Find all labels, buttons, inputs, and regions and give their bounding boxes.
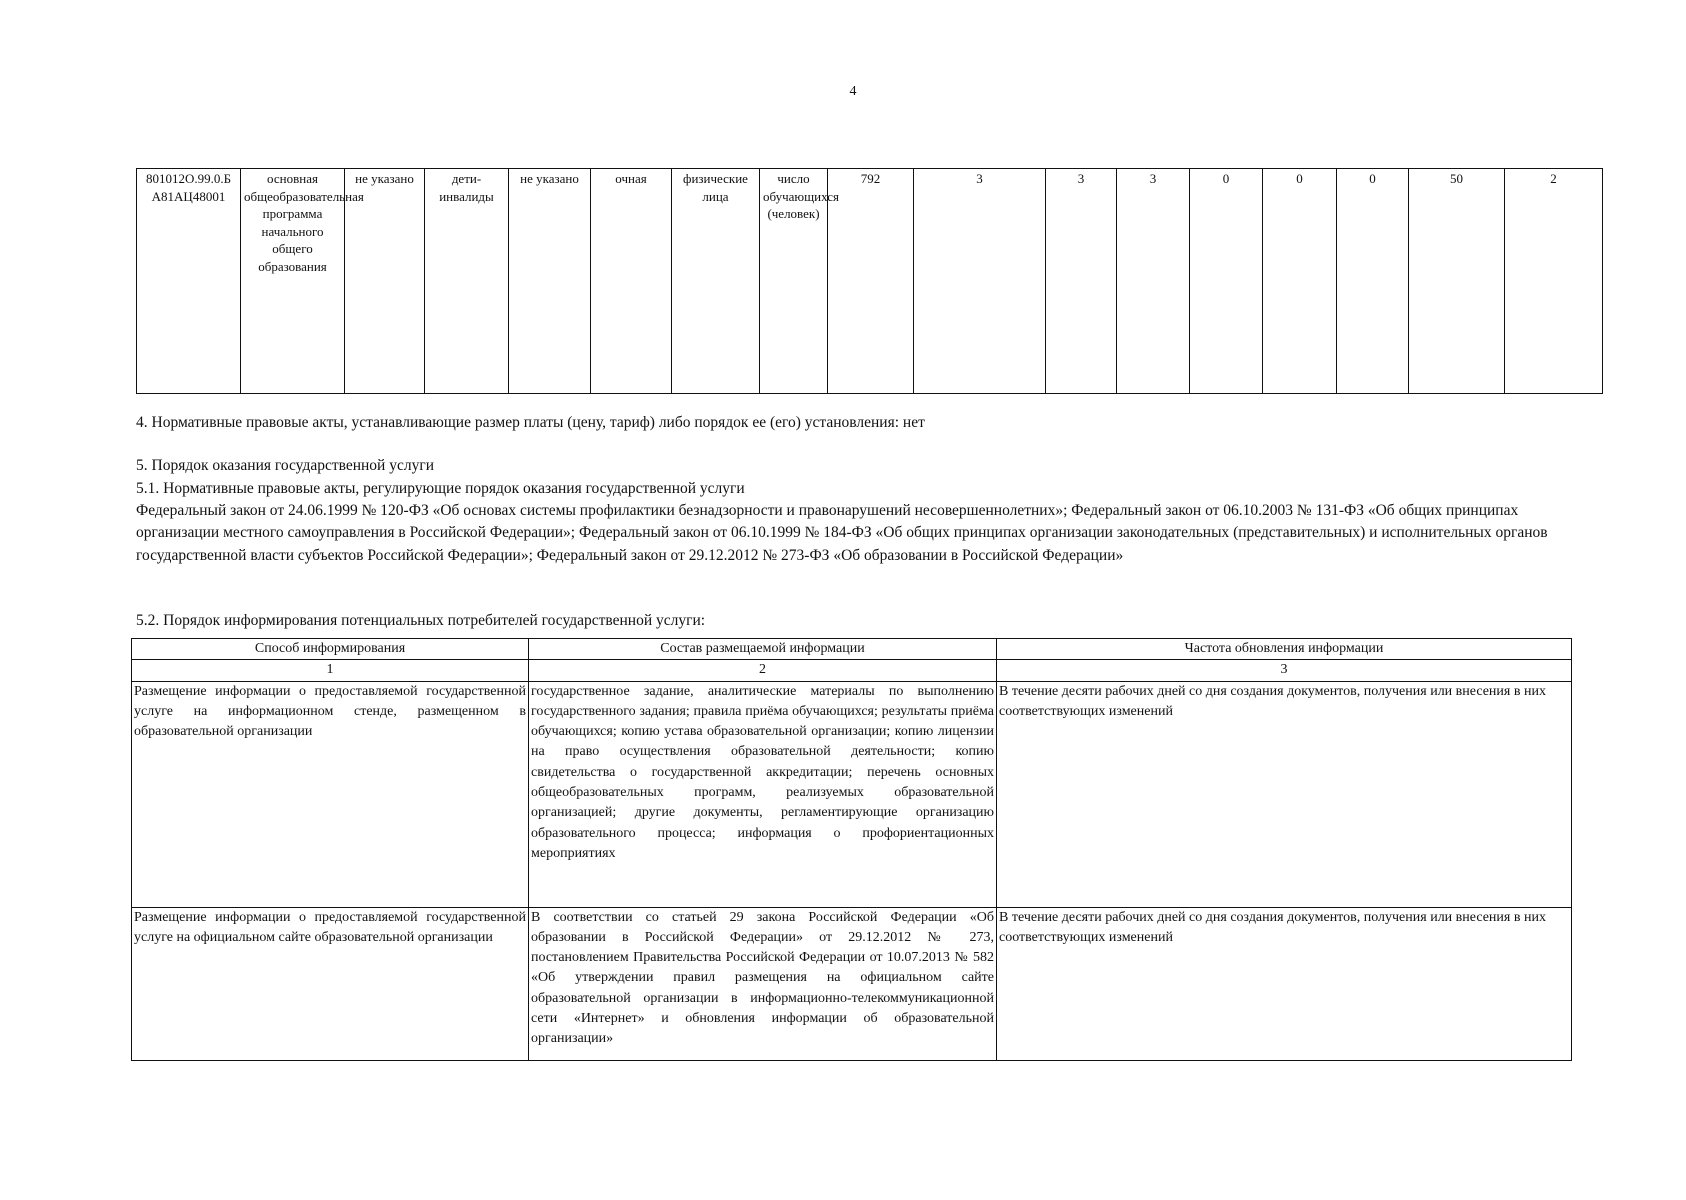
section-5-1-text: Федеральный закон от 24.06.1999 № 120-ФЗ «Об основах системы профилактики безнадзорности и правонарушений несовершеннолетних»; Федеральный закон от 06.10.2003 № 131-ФЗ «Об общих принципах организации местного самоуправления в Российской Федерации»; Федеральный закон от 06.10.1999 № 184-ФЗ «Об общих принципах организации законодательных (представительных) и исполнительных органов государственной власти субъектов Российской Федерации»; Федеральный закон от 29.12.2012 № 273-ФЗ «Об образовании в Российской Федерации» (136, 502, 1548, 564)
table-cell: не указано (345, 169, 425, 394)
column-header: Способ информирования (132, 639, 529, 660)
value-cell: 3 (1117, 169, 1190, 394)
table-cell: очная (591, 169, 672, 394)
value-cell: 50 (1409, 169, 1505, 394)
frequency-cell: В течение десяти рабочих дней со дня создания документов, получения или внесения в них соответствующих изменений (997, 681, 1572, 907)
table-header-row (132, 639, 1572, 660)
column-number: 2 (529, 660, 997, 681)
program-cell: основная общеобразовательная программа начального общего образования (241, 169, 345, 394)
column-number-row (132, 660, 1572, 681)
column-number: 1 (132, 660, 529, 681)
value-cell: 0 (1337, 169, 1409, 394)
value-cell: 0 (1190, 169, 1263, 394)
column-header: Состав размещаемой информации (529, 639, 997, 660)
section-5-1-title: 5.1. Нормативные правовые акты, регулирующие порядок оказания государственной услуги (136, 480, 745, 497)
table-cell: число обучающихся (человек) (760, 169, 828, 394)
unit-code-cell: 792 (828, 169, 914, 394)
table-row (137, 169, 1603, 394)
value-cell: 2 (1505, 169, 1603, 394)
section-5-title: 5. Порядок оказания государственной услуги (136, 457, 434, 474)
table-row (132, 681, 1572, 907)
table-row (132, 907, 1572, 1060)
section-5-2-title: 5.2. Порядок информирования потенциальных потребителей государственной услуги: (136, 612, 706, 629)
content-cell: В соответствии со статьей 29 закона Российской Федерации «Об образовании в Российской Федерации» от 29.12.2012 № 273, постановлением Правительства Российской Федерации от 10.07.2013 № 582 «Об утверждении правил размещения на официальном сайте образовательной организации в информационно-телекоммуникационной сети «Интернет» и обновления информации об образовательной организации» (529, 907, 997, 1060)
value-cell: 3 (914, 169, 1046, 394)
registry-number-cell: 801012О.99.0.Б А81АЦ48001 (137, 169, 241, 394)
method-cell: Размещение информации о предоставляемой государственной услуге на информационном стенде, размещенном в образовательной организации (132, 681, 529, 907)
table-cell: дети-инвалиды (425, 169, 509, 394)
value-cell: 3 (1046, 169, 1117, 394)
section-4-text: 4. Нормативные правовые акты, устанавливающие размер платы (цену, тариф) либо порядок ее (его) установления: нет (136, 414, 925, 431)
information-table (131, 638, 1572, 1061)
column-header: Частота обновления информации (997, 639, 1572, 660)
column-number: 3 (997, 660, 1572, 681)
table-cell: физические лица (672, 169, 760, 394)
method-cell: Размещение информации о предоставляемой государственной услуге на официальном сайте образовательной организации (132, 907, 529, 1060)
value-cell: 0 (1263, 169, 1337, 394)
content-cell: государственное задание, аналитические материалы по выполнению государственного задания; правила приёма обучающихся; результаты приёма обучающихся; копию устава образовательной организации; копию лицензии на право осуществления образовательной деятельности; копию свидетельства о государственной аккредитации; перечень основных общеобразовательных программ, реализуемых образовательной организацией; другие документы, регламентирующие организацию образовательного процесса; информация о профориентационных мероприятиях (529, 681, 997, 907)
page-number: 4 (849, 84, 857, 99)
frequency-cell: В течение десяти рабочих дней со дня создания документов, получения или внесения в них соответствующих изменений (997, 907, 1572, 1060)
service-volume-table (136, 168, 1603, 394)
table-cell: не указано (509, 169, 591, 394)
